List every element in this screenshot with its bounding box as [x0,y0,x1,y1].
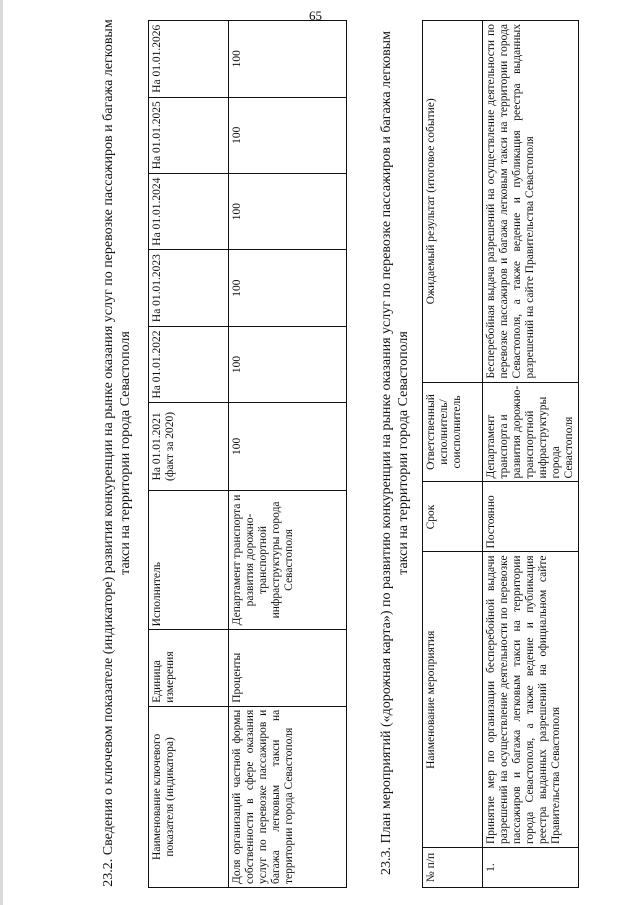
header-measure: Наименование мероприятия [423,552,483,848]
page-number: 65 [309,8,322,23]
roadmap-table-header-row [423,21,483,888]
responsible-cell: Департамент транспорта и развития дорожно-транспортной инфраструктуры города Севастополя [483,382,579,482]
unit-cell: Проценты [229,630,347,706]
header-number: № п/п [423,848,483,888]
header-term: Срок [423,482,483,552]
header-result: Ожидаемый результат (итоговое событие) [423,21,483,383]
header-responsible: Ответственный исполнитель/ соисполнитель [423,382,483,482]
value-2023-cell: 100 [229,250,347,326]
header-unit: Единица измерения [149,630,229,706]
indicator-table [148,20,347,888]
indicator-table-header-row [149,21,229,888]
roadmap-table [422,20,579,888]
indicator-table-row [229,21,347,888]
section-heading-roadmap: 23.3. План мероприятий («дорожная карта») по развитию конкуренции на рынке оказания услуг по перевозке пассажиров и багажа легковым такси на территории города Севастополя [379,31,411,875]
term-cell: Постоянно [483,482,579,552]
roadmap-table-row [483,21,579,888]
section-heading-indicator: 23.2. Сведения о ключевом показателе (индикаторе) развития конкуренции на рынке оказания услуг по перевозке пассажиров и багажа легковым такси на территории города Севастополя [101,19,133,887]
header-date-2026: На 01.01.2026 [149,21,229,98]
value-2026-cell: 100 [229,21,347,98]
value-2021-cell: 100 [229,403,347,490]
result-cell: Бесперебойная выдача разрешений на осуществление деятельности по перевозке пассажиров и багажа легковым такси на территории города Севастополя, а также ведение и публикация реестра выданных разрешений на сайте Правительства Севастополя [483,21,579,383]
scan-edge [0,0,3,905]
value-2025-cell: 100 [229,97,347,173]
value-2022-cell: 100 [229,326,347,402]
header-date-2024: На 01.01.2024 [149,173,229,249]
header-date-2025: На 01.01.2025 [149,97,229,173]
header-date-2023: На 01.01.2023 [149,250,229,326]
value-2024-cell: 100 [229,173,347,249]
header-executor: Исполнитель [149,490,229,630]
header-date-2021: На 01.01.2021 (факт за 2020) [149,403,229,490]
executor-cell: Департамент транспорта и развития дорожно-транспортной инфраструктуры города Севастополя [229,490,347,630]
header-indicator-name: Наименование ключевого показателя (индикатора) [149,706,229,887]
header-date-2022: На 01.01.2022 [149,326,229,402]
rotated-page-content [100,18,600,888]
row-number-cell: 1. [483,848,579,888]
indicator-name-cell: Доля организаций частной формы собственности в сфере оказания услуг по перевозке пассажиров и багажа легковым такси на территории города Севастополя [229,706,347,887]
measure-cell: Принятие мер по организации бесперебойной выдачи разрешений на осуществление деятельности по перевозке пассажиров и багажа легковым такси на территории города Севастополя, а также ведение и публикация реестра выданных разрешений на официальном сайте Правительства Севастополя [483,552,579,848]
